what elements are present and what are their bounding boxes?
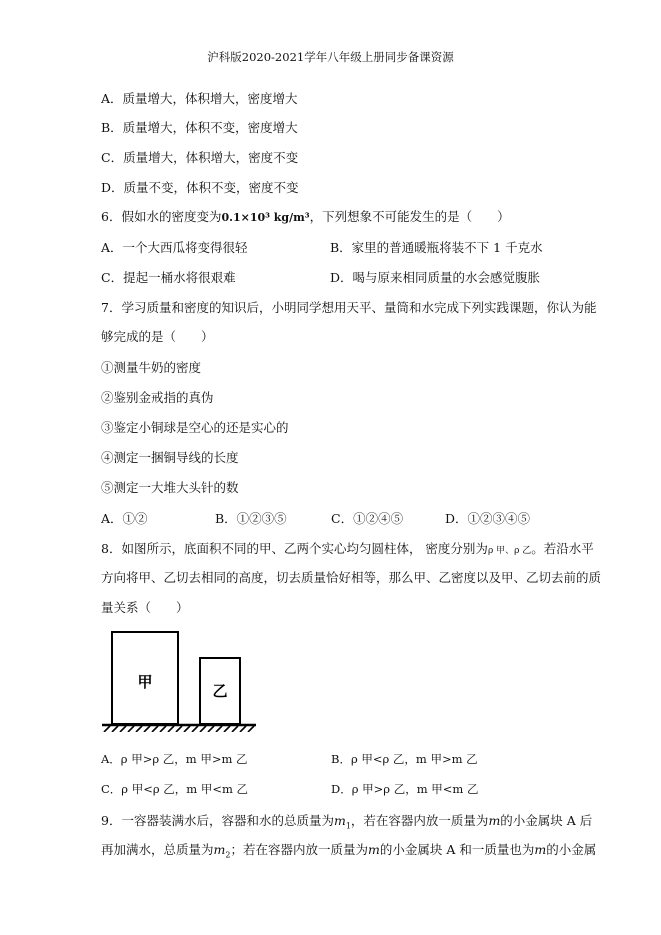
q7-item-1: ①测量牛奶的密度 [101, 360, 202, 375]
q9-l2-m: m [213, 842, 226, 857]
q5-option-d: D．质量不变，体积不变，密度不变 [101, 180, 299, 195]
cylinders-figure [100, 630, 260, 732]
q9-l2-m3: m [534, 842, 547, 857]
cylinders-diagram [100, 630, 260, 732]
q9-l1-a: 9．一容器装满水后，容器和水的总质量为 [101, 813, 334, 828]
q7-item-5: ⑤测定一大堆大头针的数 [101, 480, 239, 495]
q7-stem-line2: 够完成的是（ ） [101, 329, 214, 344]
q8-density-symbols: ρ 甲、ρ 乙 [487, 546, 532, 556]
q9-l1-m2: m [488, 813, 501, 828]
q9-l2-c: 的小金属块 A 和一质量也为 [379, 842, 535, 857]
q7-option-a: A．①② [101, 511, 148, 526]
q6-option-a: A．一个大西瓜将变得很轻 [101, 240, 248, 255]
label-jia: 甲 [137, 673, 153, 691]
q8-stem-line2: 方向将甲、乙切去相同的高度，切去质量恰好相等，那么甲、乙密度以及甲、乙切去前的质 [101, 570, 602, 585]
q9-line1 [101, 811, 592, 831]
q9-l2-m2: m [367, 842, 380, 857]
q6-stem [101, 207, 510, 225]
q8-option-b: B．ρ 甲<ρ 乙，m 甲>m 乙 [331, 752, 478, 766]
q9-l2-a: 再加满水，总质量为 [101, 842, 214, 857]
q9-l2-sub: 2 [225, 850, 231, 860]
q7-item-4: ④测定一捆铜导线的长度 [101, 450, 239, 465]
q7-option-d: D．①②③④⑤ [445, 511, 531, 526]
q9-l2-b: ；若在容器内放一质量为 [230, 842, 368, 857]
q6-option-c: C．提起一桶水将很艰难 [101, 270, 236, 285]
q8-option-c: C．ρ 甲<ρ 乙，m 甲<m 乙 [101, 782, 249, 796]
q9-l1-b: ，若在容器内放一质量为 [350, 813, 489, 828]
q9-l1-sub: 1 [345, 821, 351, 831]
q5-option-c: C．质量增大，体积增大，密度不变 [101, 150, 299, 165]
q5-option-b: B．质量增大，体积不变，密度增大 [101, 120, 298, 135]
q7-option-b: B．①②③⑤ [215, 511, 287, 526]
q9-l1-m: m [333, 813, 346, 828]
q6-density-formula: 0.1×10³ kg/m³ [221, 211, 310, 224]
q9-line2 [101, 840, 596, 860]
q8-stem-1a: 8．如图所示，底面积不同的甲、乙两个实心均匀圆柱体， 密度分别为 [101, 541, 488, 556]
label-yi: 乙 [212, 682, 228, 700]
q6-option-b: B．家里的普通暖瓶将装不下 1 千克水 [330, 240, 543, 255]
q6-stem-b: ，下列想象不可能发生的是（ ） [309, 209, 510, 224]
q6-stem-a: 6．假如水的密度变为 [101, 209, 222, 224]
q7-item-3: ③鉴定小铜球是空心的还是实心的 [101, 420, 289, 435]
q9-l1-c: 的小金属块 A 后 [500, 813, 593, 828]
q8-stem-line1 [101, 539, 594, 557]
q5-option-a: A．质量增大，体积增大，密度增大 [101, 91, 298, 106]
q8-option-a: A．ρ 甲>ρ 乙，m 甲>m 乙 [101, 752, 248, 766]
q8-stem-line3: 量关系（ ） [101, 600, 189, 615]
q7-stem-line1: 7．学习质量和密度的知识后，小明同学想用天平、量筒和水完成下列实践课题，你认为能 [101, 300, 597, 315]
q9-l2-d: 的小金属 [546, 842, 597, 857]
q8-stem-1c: 。若沿水平 [531, 541, 594, 556]
q6-option-d: D．喝与原来相同质量的水会感觉腹胀 [330, 270, 541, 285]
q7-option-c: C．①②④⑤ [331, 511, 404, 526]
ground-hatching [104, 726, 254, 732]
page-header: 沪科版2020-2021学年八年级上册同步备课资源 [207, 50, 454, 64]
q8-option-d: D．ρ 甲>ρ 乙，m 甲<m 乙 [331, 782, 479, 796]
q7-item-2: ②鉴别金戒指的真伪 [101, 390, 214, 405]
